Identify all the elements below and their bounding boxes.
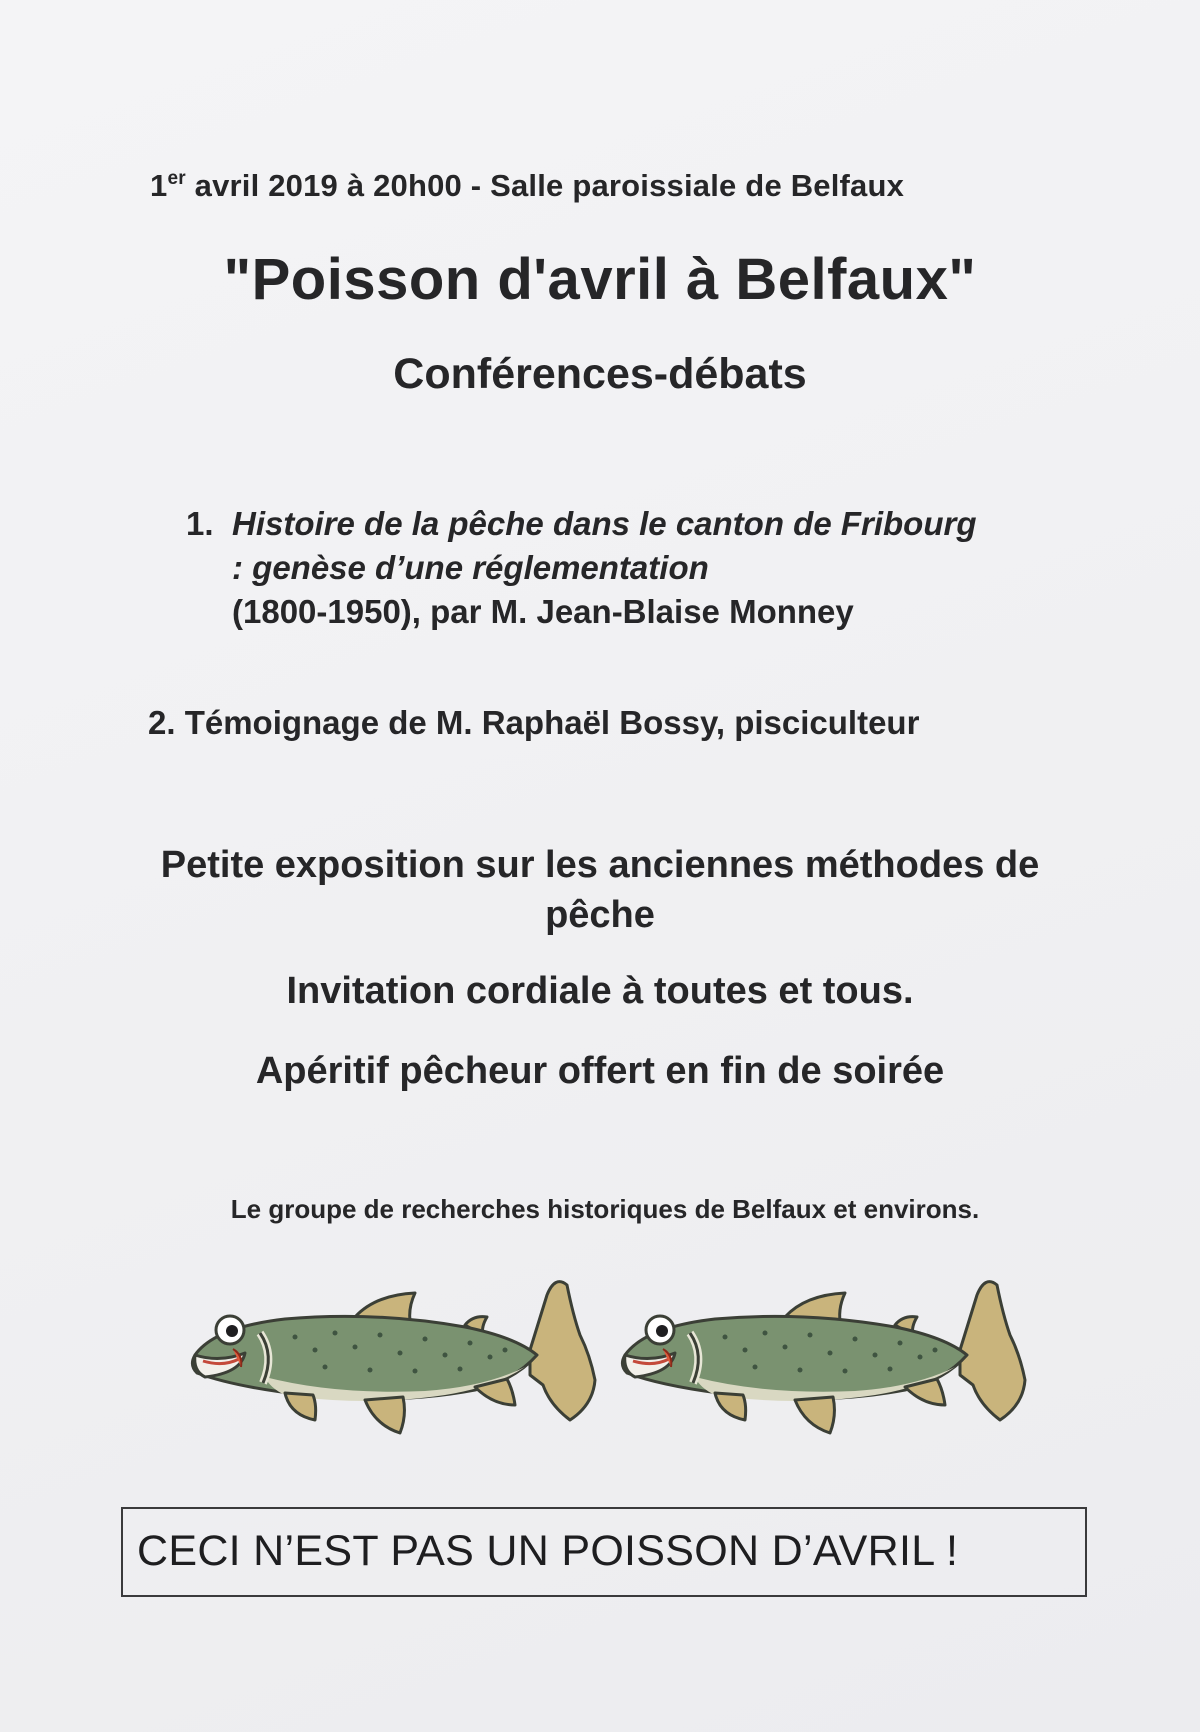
poster-subtitle: Conférences-débats [393, 350, 807, 398]
invitation-text: Invitation cordiale à toutes et tous. [286, 970, 914, 1012]
trout-icon [175, 1255, 605, 1455]
organizer-text: Le groupe de recherches historiques de Belfaux et environs. [230, 1194, 980, 1224]
event-date-location [150, 168, 1040, 204]
aperitif-text: Apéritif pêcheur offert en fin de soirée [255, 1050, 945, 1092]
program-item-1-number: 1. [186, 505, 214, 542]
fish-illustration [175, 1255, 1055, 1455]
notice-box [121, 1507, 1087, 1597]
poster-title: "Poisson d'avril à Belfaux" [223, 247, 977, 312]
date-rest: avril 2019 à 20h00 - Salle paroissiale de Belfaux [194, 168, 905, 203]
program-item-1-speaker: (1800-1950), par M. Jean-Blaise Monney [232, 593, 854, 630]
notice-text: CECI N’EST PAS UN POISSON D’AVRIL ! [137, 1527, 959, 1575]
program-item-2: 2. Témoignage de M. Raphaël Bossy, pisciculteur [148, 704, 920, 741]
program-item-1-title: Histoire de la pêche dans le canton de Fribourg : genèse d’une réglementation [232, 505, 977, 586]
date-day: 1 [150, 168, 168, 203]
date-ordinal: er [167, 168, 186, 189]
trout-icon [605, 1255, 1035, 1455]
exhibition-announcement: Petite exposition sur les anciennes méthodes de pêche [160, 844, 1040, 936]
